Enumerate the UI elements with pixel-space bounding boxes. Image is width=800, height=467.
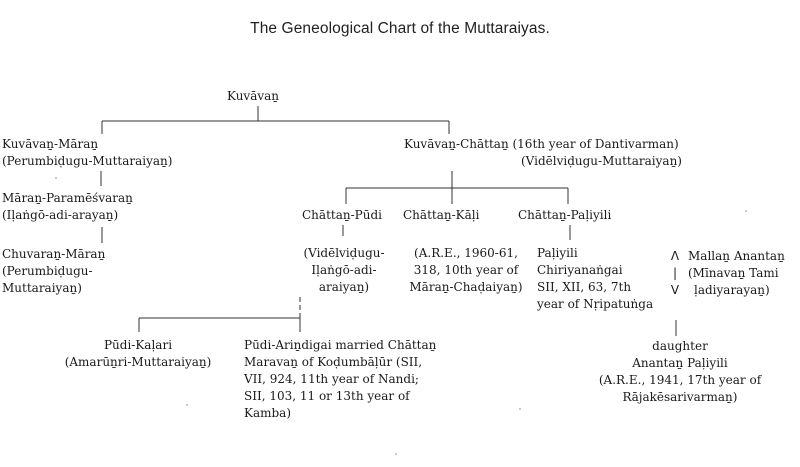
node-line: Rājakēsarivarmaṉ): [622, 390, 738, 404]
node-line: Anantaṉ Paḷiyili: [632, 356, 728, 370]
node-line: Mallaṉ Anantaṉ: [688, 249, 785, 263]
node-line: araiyaṉ): [318, 280, 370, 294]
node-line: (A.R.E., 1941, 17th year of: [598, 373, 762, 387]
node-line: (A.R.E., 1960-61,: [414, 246, 518, 260]
node-line: Māraṉ-Chaḍaiyaṉ): [409, 280, 523, 294]
node-line: Chāttaṉ-Paḷiyili: [518, 208, 612, 222]
node-line: Chuvaraṉ-Māraṉ: [2, 247, 106, 261]
node-pudi-arindigai: [244, 337, 436, 422]
scan-speck: [55, 177, 57, 179]
marriage-symbol: [668, 248, 682, 299]
node-daughter: [585, 338, 775, 406]
node-line: Chāttaṉ-Kāḷi: [403, 208, 480, 222]
node-chattan-kali: [403, 207, 479, 224]
node-line: Kuvāvaṉ-Chāttaṉ (16th year of Dantivarman): [404, 137, 679, 151]
node-paliyili-note: [537, 245, 653, 313]
node-line: daughter: [652, 339, 708, 353]
marriage-symbol-bottom: V: [670, 283, 680, 297]
node-line: Paḷiyili: [537, 246, 578, 260]
node-chattan-kali-note: [406, 245, 526, 296]
node-maran-paramesvaran: [2, 190, 133, 224]
node-line: ḷadiyarayaṉ): [694, 283, 770, 297]
marriage-symbol-middle: |: [672, 266, 678, 280]
node-line: (Vidēlviḍugu-Muttaraiyaṉ): [521, 154, 682, 168]
node-pudi-kalari: [49, 337, 227, 371]
node-line: (Amarūṉri-Muttaraiyaṉ): [64, 355, 212, 369]
node-kuvavan: [227, 88, 279, 105]
node-chattan-pudi: [302, 207, 382, 224]
node-line: (Vidēlviḍugu-: [303, 246, 385, 260]
node-line: Chiriyanaṅgai: [537, 263, 623, 277]
node-kuvavan-maran: [2, 136, 172, 170]
node-chattan-pudi-title: [300, 245, 388, 296]
node-line: (Mīnavaṉ Tami: [688, 266, 779, 280]
node-line: Maravaṉ of Koḍumbāḷūr (SII,: [244, 355, 423, 369]
node-line: Kuvāvaṉ: [227, 89, 280, 103]
node-kuvavan-chattan: [404, 136, 682, 170]
scan-speck: [186, 404, 188, 406]
scan-speck: [395, 453, 397, 455]
node-line: Pūdi-Kaḷari: [103, 338, 173, 352]
node-line: Pūdi-Ariṉdigai married Chāttaṉ: [244, 338, 437, 352]
chart-title: The Geneological Chart of the Muttaraiyas.: [250, 20, 550, 37]
node-line: Muttaraiyaṉ): [2, 281, 82, 295]
node-chuvaran-maran: [2, 246, 105, 297]
node-chattan-paliyili: [518, 207, 611, 224]
node-line: (Iḷaṅgō-adi-arayaṉ): [2, 208, 119, 222]
node-line: 318, 10th year of: [413, 263, 519, 277]
node-line: (Perumbiḍugu-: [2, 264, 93, 278]
node-line: Kuvāvaṉ-Māraṉ: [2, 137, 99, 151]
scan-speck: [745, 210, 747, 212]
node-line: Chāttaṉ-Pūdi: [302, 208, 382, 222]
scan-speck: [519, 408, 521, 410]
node-line: Iḷaṅgō-adi-: [311, 263, 377, 277]
node-line: SII, XII, 63, 7th: [537, 280, 632, 294]
node-line: SII, 103, 11 or 13th year of: [244, 389, 410, 403]
node-line: (Perumbiḍugu-Muttaraiyaṉ): [2, 154, 173, 168]
node-mallan-anantan: [688, 248, 785, 299]
node-line: VII, 924, 11th year of Nandi;: [244, 372, 419, 386]
node-line: Kamba): [244, 406, 292, 420]
marriage-symbol-top: Λ: [670, 249, 680, 263]
node-line: Māraṉ-Paramēśvaraṉ: [2, 191, 133, 205]
node-line: year of Nṛipatuṅga: [537, 297, 654, 311]
